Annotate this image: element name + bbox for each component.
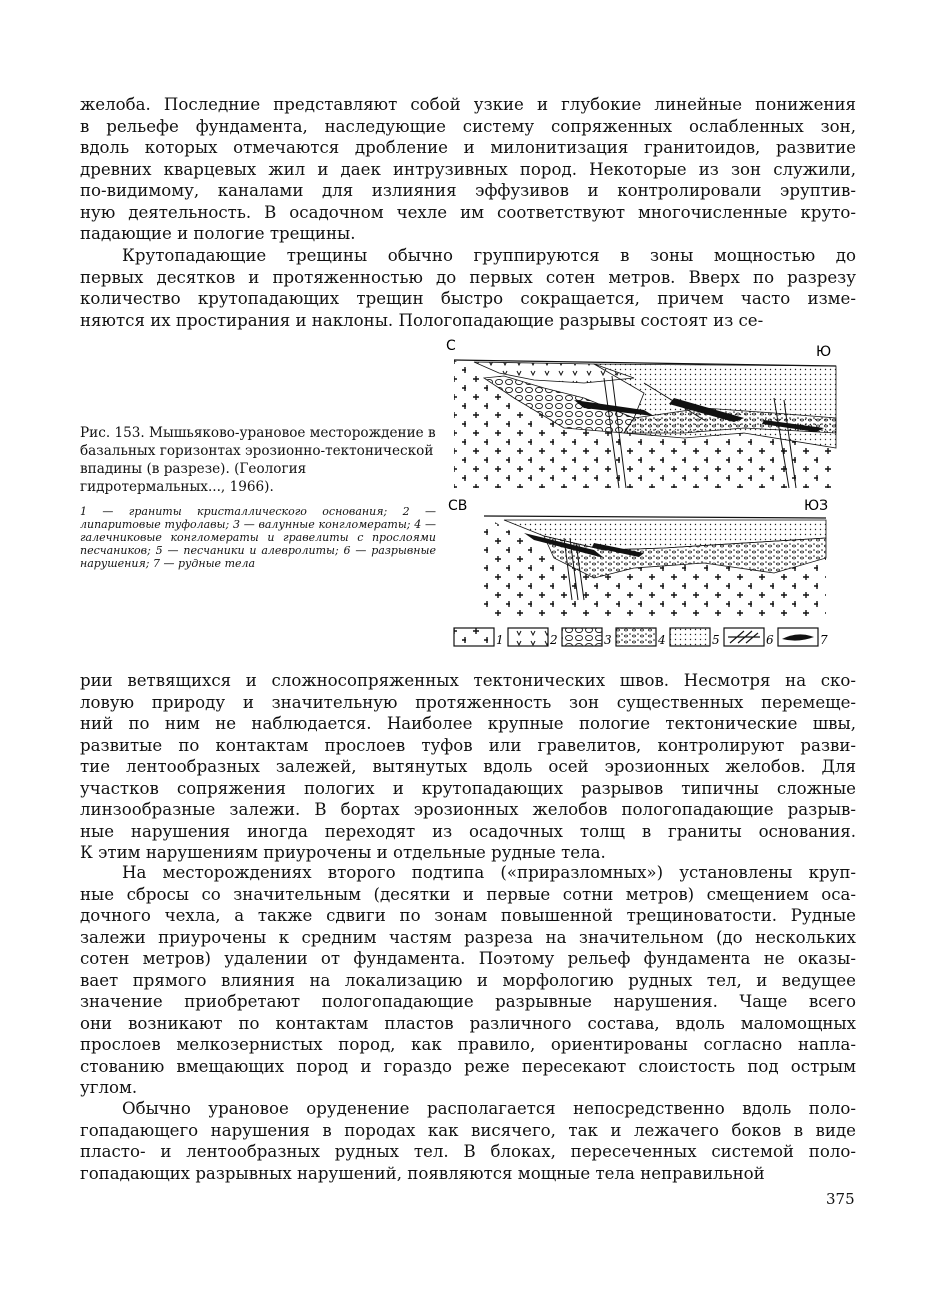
- legend-key-2: 2: [550, 633, 558, 647]
- page-number: 375: [826, 1190, 855, 1208]
- text-line: рии ветвящихся и сложносопряженных тектонических швов. Несмотря на ско-: [80, 671, 856, 690]
- text-line: ловую природу и значительную протяженность зон существенных перемеще-: [80, 692, 856, 712]
- text-line: стованию вмещающих пород и гораздо реже пересекают слоистость под острым: [80, 1056, 856, 1076]
- figure-caption: Рис. 153. Мышьяково-урановое месторождение в базальных горизонтах эрозионно-тектонической впадины (в разрезе). (Геология гидротермальных..., 1966).: [80, 425, 436, 495]
- geological-cross-section-figure: [444, 338, 864, 656]
- text-line: гопадающего нарушения в породах как висячего, так и лежачего боков в виде: [80, 1120, 856, 1140]
- bottom-right-label: ЮЗ: [804, 498, 829, 514]
- text-line: вдоль которых отмечаются дробление и милонитизация гранитоидов, развитие: [80, 138, 856, 157]
- legend-key-3-swatch: [562, 628, 602, 646]
- text-line: линзообразные залежи. В бортах эрозионных желобов пологопадающие разрыв-: [80, 800, 856, 819]
- text-line: они возникают по контактам пластов различного состава, вдоль маломощных: [80, 1013, 856, 1033]
- legend-keys: [454, 628, 828, 647]
- paragraph-2: [80, 245, 856, 331]
- text-line: залежи приурочены к средним частям разреза на значительном (до нескольких: [80, 927, 856, 947]
- top-section: [446, 338, 836, 488]
- text-line: значение приобретают пологопадающие разрывные нарушения. Чаще всего: [80, 992, 856, 1011]
- text-line: желоба. Последние представляют собой узкие и глубокие линейные понижения: [80, 95, 856, 114]
- text-line: прослоев мелкозернистых пород, как правило, ориентированы согласно напла-: [80, 1035, 856, 1054]
- text-line: дочного чехла, а также сдвиги по зонам повышенной трещиноватости. Рудные: [80, 906, 856, 925]
- legend-key-1: 1: [496, 633, 504, 647]
- paragraph-4: [80, 862, 856, 1099]
- text-line: гопадающих разрывных нарушений, появляются мощные тела неправильной: [80, 1163, 765, 1183]
- top-left-label: С: [446, 338, 456, 354]
- legend-key-1-swatch: [454, 628, 494, 646]
- text-line: Крутопадающие трещины обычно группируются в зоны мощностью до: [122, 246, 856, 265]
- legend-key-3: 3: [604, 633, 612, 647]
- legend-key-6: 6: [766, 633, 774, 647]
- legend-key-5: 5: [712, 633, 720, 647]
- top-right-label: Ю: [816, 344, 832, 360]
- paragraph-3: [80, 670, 856, 864]
- figure-legend: 1 — граниты кристаллического основания; 2 — липаритовые туфолавы; 3 — валунные конгломераты; 4 — галечниковые конгломераты и гравелиты с прослоями песчаников; 5 — песчаники и алевролиты; 6 — разрывные нарушения; 7 — рудные тела: [80, 505, 436, 570]
- text-line: ний по ним не наблюдается. Наиболее крупные пологие тектонические швы,: [80, 714, 856, 733]
- text-line: участков сопряжения пологих и крутопадающих разрывов типичны сложные: [80, 778, 856, 798]
- bottom-left-label: СВ: [448, 498, 468, 514]
- text-line: На месторождениях второго подтипа («приразломных») установлены круп-: [122, 863, 856, 882]
- text-line: падающие и пологие трещины.: [80, 224, 356, 243]
- text-line: К этим нарушениям приурочены и отдельные рудные тела.: [80, 843, 606, 862]
- text-line: сотен метров) удалении от фундамента. Поэтому рельеф фундамента не оказы-: [80, 949, 856, 968]
- text-line: ные нарушения иногда переходят из осадочных толщ в граниты основания.: [80, 821, 856, 841]
- text-line: древних кварцевых жил и даек интрузивных пород. Некоторые из зон служили,: [80, 159, 856, 179]
- text-line: ные сбросы со значительным (десятки и первые сотни метров) смещением оса-: [80, 884, 856, 904]
- legend-key-4: 4: [658, 633, 666, 647]
- text-line: по-видимому, каналами для излияния эффузивов и контролировали эруптив-: [80, 181, 856, 200]
- paragraph-1: [80, 94, 856, 245]
- text-line: пласто- и лентообразных рудных тел. В блоках, пересеченных системой поло-: [80, 1142, 856, 1161]
- text-line: вает прямого влияния на локализацию и морфологию рудных тел, и ведущее: [80, 970, 856, 990]
- legend-key-4-swatch: [616, 628, 656, 646]
- text-line: развитые по контактам прослоев туфов или гравелитов, контролируют разви-: [80, 735, 856, 755]
- text-line: количество крутопадающих трещин быстро сокращается, причем часто изме-: [80, 289, 856, 308]
- legend-key-7: 7: [820, 633, 828, 647]
- legend-key-5-swatch: [670, 628, 710, 646]
- legend-key-2-swatch: [508, 628, 548, 646]
- text-line: углом.: [80, 1078, 138, 1097]
- paragraph-5: [80, 1098, 856, 1184]
- text-line: Обычно урановое оруденение располагается непосредственно вдоль поло-: [122, 1099, 856, 1118]
- text-line: в рельефе фундамента, наследующие систему сопряженных ослабленных зон,: [80, 116, 856, 136]
- text-line: няются их простирания и наклоны. Пологопадающие разрывы состоят из се-: [80, 310, 764, 330]
- bottom-section: [448, 498, 828, 618]
- text-line: тие лентообразных залежей, вытянутых вдоль осей эрозионных желобов. Для: [80, 757, 856, 776]
- text-line: ную деятельность. В осадочном чехле им соответствуют многочисленные круто-: [80, 202, 856, 222]
- text-line: первых десятков и протяженностью до первых сотен метров. Вверх по разрезу: [80, 267, 856, 287]
